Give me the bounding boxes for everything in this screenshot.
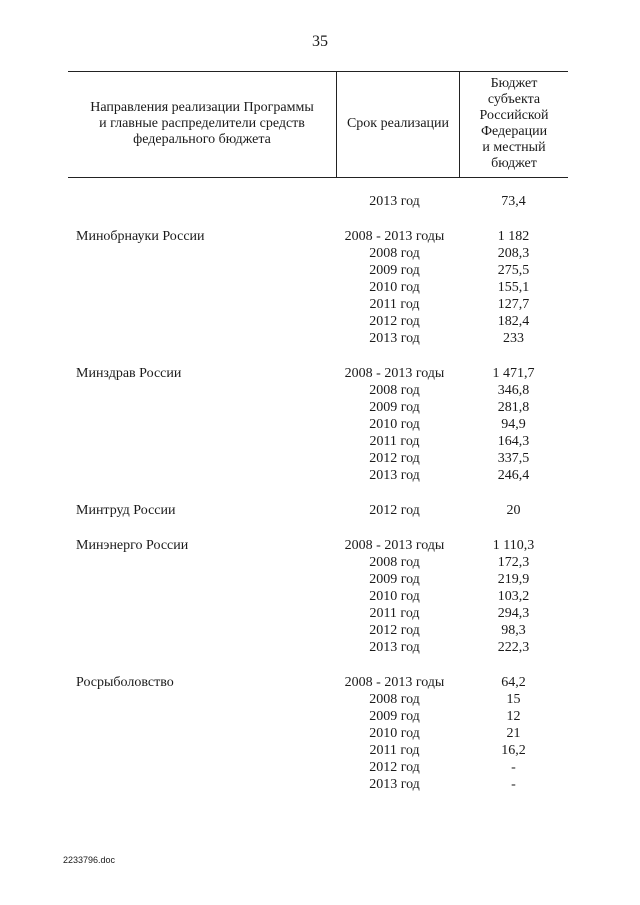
budget-value-cell: 208,3: [497, 246, 530, 261]
distributor-name: [68, 450, 330, 467]
distributor-name: Минтруд России: [76, 503, 176, 518]
budget-value-cell: 1 182: [497, 229, 530, 244]
table-row: [68, 725, 568, 742]
distributor-name: Минздрав России: [76, 366, 182, 381]
period-cell: 2008 год: [369, 246, 420, 261]
header-col-direction-line: и главные распределители средств: [99, 116, 305, 131]
budget-value-cell: 94,9: [501, 417, 526, 432]
row-group: [68, 193, 568, 210]
distributor-name: [68, 279, 330, 296]
row-group: [68, 365, 568, 484]
budget-value-cell: 103,2: [497, 589, 530, 604]
table-row: [68, 639, 568, 656]
period-cell: 2009 год: [369, 572, 420, 587]
budget-value-cell: 294,3: [497, 606, 530, 621]
budget-value-cell: 64,2: [501, 675, 526, 690]
table-row: [68, 691, 568, 708]
header-col-budget-line: Федерации: [480, 124, 548, 139]
page-number: 35: [312, 33, 328, 50]
distributor-name: Минэнерго России: [76, 538, 189, 553]
distributor-name: [68, 742, 330, 759]
row-group: [68, 502, 568, 519]
period-cell: 2012 год: [369, 623, 420, 638]
header-col-budget-line: Российской: [479, 108, 549, 123]
budget-value-cell: 182,4: [497, 314, 530, 329]
budget-value-cell: 12: [506, 709, 521, 724]
table-row: [68, 365, 568, 382]
table-row: [68, 245, 568, 262]
period-cell: 2010 год: [369, 726, 420, 741]
period-cell: 2008 год: [369, 555, 420, 570]
distributor-name: [68, 193, 330, 210]
distributor-name: [68, 433, 330, 450]
budget-value-cell: -: [511, 760, 516, 775]
table-row: [68, 502, 568, 519]
period-cell: 2012 год: [369, 503, 420, 518]
distributor-name: [68, 262, 330, 279]
budget-value-cell: 21: [506, 726, 521, 741]
budget-value-cell: 15: [506, 692, 521, 707]
distributor-name: [68, 776, 330, 793]
budget-value-cell: -: [511, 777, 516, 792]
distributor-name: [68, 382, 330, 399]
distributor-name: [68, 245, 330, 262]
period-cell: 2010 год: [369, 280, 420, 295]
footer-filename: 2233796.doc: [63, 855, 116, 865]
period-cell: 2011 год: [369, 743, 420, 758]
budget-value-cell: 1 471,7: [492, 366, 535, 381]
row-group: [68, 228, 568, 347]
budget-value-cell: 20: [506, 503, 521, 518]
distributor-name: [68, 399, 330, 416]
distributor-name: [68, 708, 330, 725]
budget-value-cell: 337,5: [497, 451, 530, 466]
distributor-name: [68, 605, 330, 622]
budget-value-cell: 219,9: [497, 572, 530, 587]
table-row: [68, 674, 568, 691]
budget-value-cell: 275,5: [497, 263, 530, 278]
header-bottom-rule: [68, 177, 568, 178]
table-row: [68, 433, 568, 450]
distributor-name: [68, 313, 330, 330]
budget-value-cell: 233: [503, 331, 524, 346]
distributor-name: [68, 588, 330, 605]
header-col-direction: [68, 100, 336, 148]
period-cell: 2013 год: [369, 640, 420, 655]
period-cell: 2008 - 2013 годы: [344, 366, 445, 381]
distributor-name: [68, 725, 330, 742]
budget-value-cell: 16,2: [501, 743, 526, 758]
distributor-name: [68, 622, 330, 639]
period-cell: 2010 год: [369, 417, 420, 432]
table-row: [68, 450, 568, 467]
table-row: [68, 228, 568, 245]
distributor-name: Росрыболовство: [76, 675, 174, 690]
table-row: [68, 193, 568, 210]
period-cell: 2008 - 2013 годы: [344, 538, 445, 553]
table-row: [68, 622, 568, 639]
period-cell: 2008 - 2013 годы: [344, 229, 445, 244]
period-cell: 2008 год: [369, 692, 420, 707]
period-cell: 2013 год: [369, 777, 420, 792]
period-cell: 2012 год: [369, 760, 420, 775]
table-row: [68, 416, 568, 433]
budget-value-cell: 281,8: [497, 400, 530, 415]
table-row: [68, 296, 568, 313]
budget-value-cell: 164,3: [497, 434, 530, 449]
table-row: [68, 708, 568, 725]
distributor-name: Минобрнауки России: [76, 229, 205, 244]
budget-value-cell: 127,7: [497, 297, 530, 312]
table-row: [68, 554, 568, 571]
budget-value-cell: 346,8: [497, 383, 530, 398]
table-row: [68, 262, 568, 279]
budget-value-cell: 73,4: [501, 194, 526, 209]
budget-value-cell: 246,4: [497, 468, 530, 483]
table-row: [68, 330, 568, 347]
budget-value-cell: 1 110,3: [492, 538, 535, 553]
distributor-name: [68, 691, 330, 708]
header-col-budget-line: Бюджет: [490, 76, 538, 91]
period-cell: 2008 год: [369, 383, 420, 398]
distributor-name: [68, 571, 330, 588]
distributor-name: [68, 554, 330, 571]
table-row: [68, 399, 568, 416]
period-cell: 2009 год: [369, 263, 420, 278]
budget-value-cell: 172,3: [497, 555, 530, 570]
table-row: [68, 571, 568, 588]
period-cell: 2013 год: [369, 331, 420, 346]
header-col-budget-line: субъекта: [487, 92, 541, 107]
row-group: [68, 537, 568, 656]
budget-value-cell: 98,3: [501, 623, 526, 638]
distributor-name: [68, 330, 330, 347]
period-cell: 2010 год: [369, 589, 420, 604]
row-group: [68, 674, 568, 793]
table-row: [68, 742, 568, 759]
table-row: [68, 467, 568, 484]
period-cell: 2012 год: [369, 451, 420, 466]
header-col-budget: [460, 76, 568, 172]
header-col-direction-line: федерального бюджета: [133, 132, 271, 147]
table-row: [68, 537, 568, 554]
distributor-name: [68, 467, 330, 484]
header-top-rule: [68, 71, 568, 72]
table-row: [68, 759, 568, 776]
table-row: [68, 605, 568, 622]
header-col-direction-line: Направления реализации Программы: [90, 100, 314, 115]
table-row: [68, 279, 568, 296]
header-col-budget-line: бюджет: [491, 156, 537, 171]
header-col-period: Срок реализации: [346, 116, 450, 131]
period-cell: 2011 год: [369, 434, 420, 449]
table-row: [68, 382, 568, 399]
period-cell: 2008 - 2013 годы: [344, 675, 445, 690]
distributor-name: [68, 296, 330, 313]
period-cell: 2009 год: [369, 400, 420, 415]
table-body: [68, 193, 568, 811]
distributor-name: [68, 759, 330, 776]
budget-value-cell: 222,3: [497, 640, 530, 655]
distributor-name: [68, 416, 330, 433]
period-cell: 2012 год: [369, 314, 420, 329]
period-cell: 2009 год: [369, 709, 420, 724]
period-cell: 2011 год: [369, 606, 420, 621]
table-row: [68, 588, 568, 605]
table-row: [68, 313, 568, 330]
period-cell: 2013 год: [369, 468, 420, 483]
header-col-budget-line: и местный: [482, 140, 546, 155]
period-cell: 2011 год: [369, 297, 420, 312]
period-cell: 2013 год: [369, 194, 420, 209]
table-row: [68, 776, 568, 793]
budget-value-cell: 155,1: [497, 280, 530, 295]
distributor-name: [68, 639, 330, 656]
